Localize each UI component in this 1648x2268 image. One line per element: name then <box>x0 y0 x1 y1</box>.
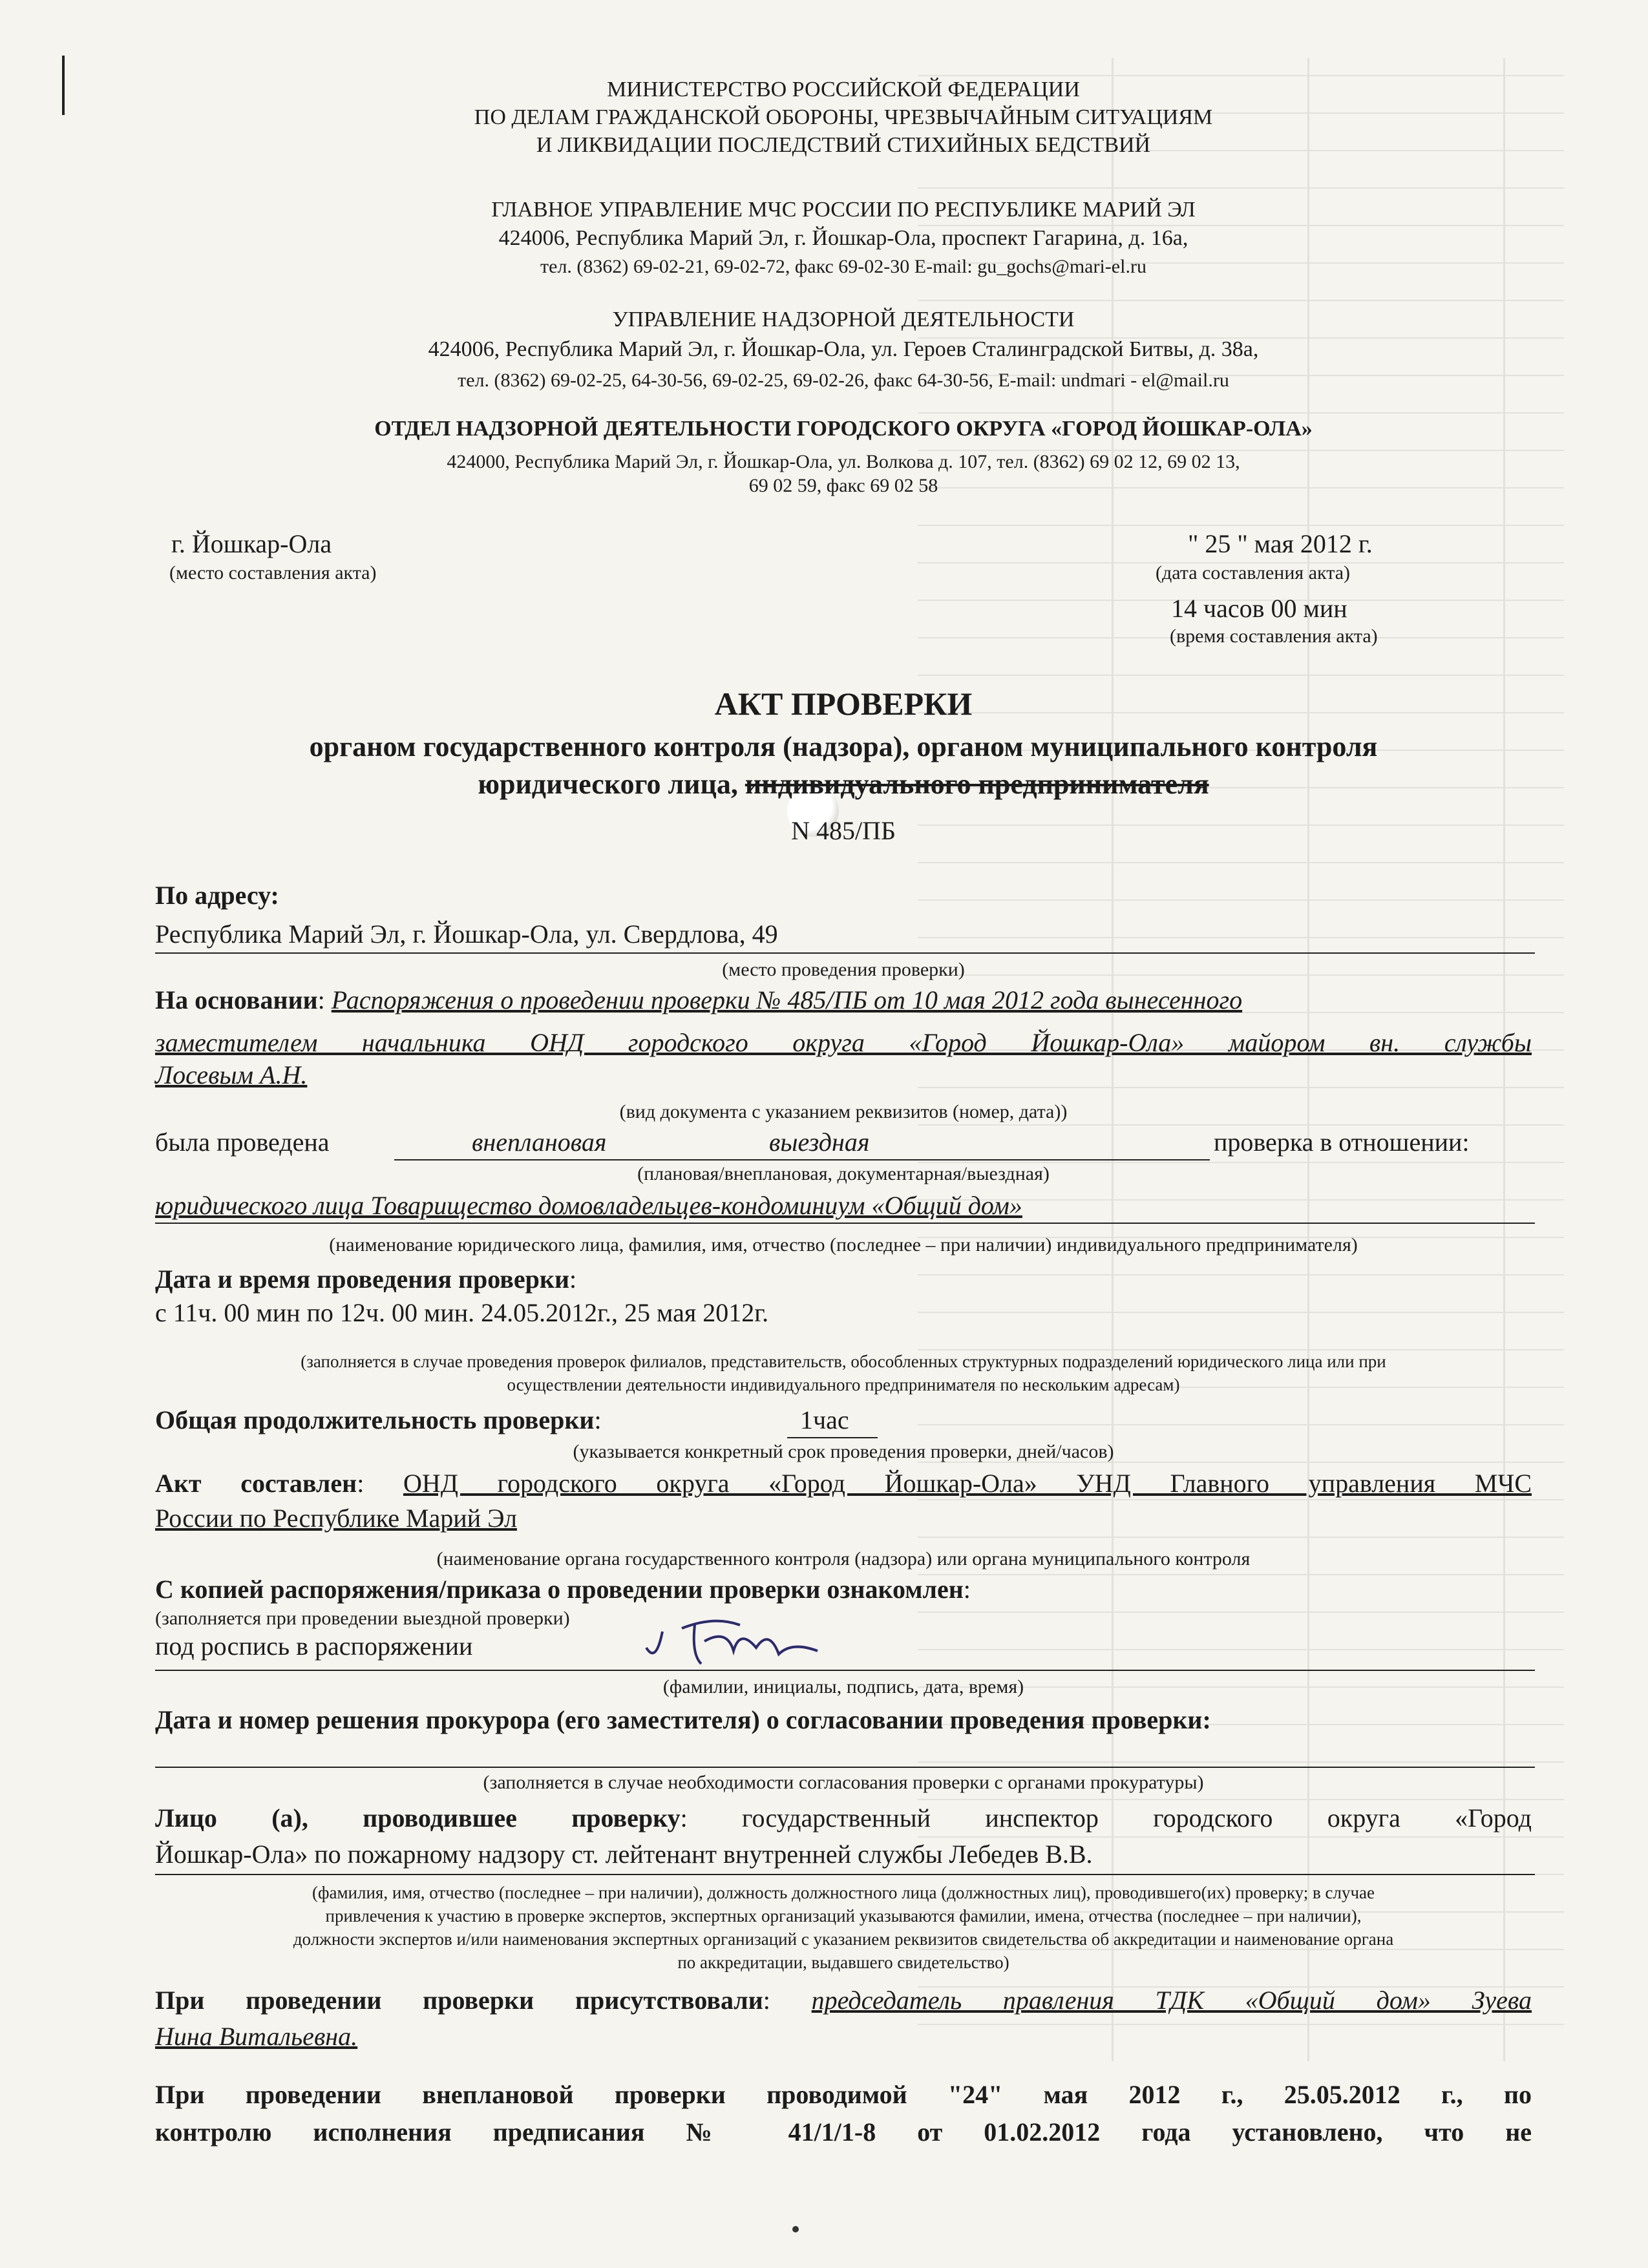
acquainted-value: под роспись в распоряжении <box>155 1632 473 1661</box>
struck-text: индивидуального предпринимателя <box>745 768 1209 800</box>
acquainted-line <box>155 1670 1535 1671</box>
composed-caption: (наименование органа государственного контроля (надзора) или органа муниципального контроля <box>436 1548 1251 1570</box>
address-line <box>155 952 1535 954</box>
datetime-note-2: осуществлении деятельности индивидуального предпринимателя по нескольким адресам) <box>507 1375 1180 1394</box>
act-title: АКТ ПРОВЕРКИ <box>714 686 973 722</box>
time-value: 14 часов 00 мин <box>1171 594 1347 623</box>
inspection-value-1: внеплановая <box>472 1128 607 1157</box>
act-subtitle-2: юридического лица, индивидуального предпринимателя <box>478 768 1209 800</box>
subject-line <box>155 1223 1535 1224</box>
inspector-line <box>155 1874 1535 1875</box>
subject-value: юридического лица Товарищество домовладельцев-кондоминиум «Общий дом» <box>155 1191 1022 1220</box>
inspector-line-2: Йошкар-Ола» по пожарному надзору ст. лейтенант внутренней службы Лебедев В.В. <box>155 1840 1093 1869</box>
signature <box>643 1602 824 1674</box>
city-dept: ОТДЕЛ НАДЗОРНОЙ ДЕЯТЕЛЬНОСТИ ГОРОДСКОГО ОКРУГА «ГОРОД ЙОШКАР-ОЛА» <box>374 417 1313 441</box>
duration-line <box>787 1437 878 1438</box>
inspection-prefix: была проведена <box>155 1128 330 1157</box>
inspection-suffix: проверка в отношении: <box>1214 1128 1470 1157</box>
inspection-caption: (плановая/внеплановая, документарная/выездная) <box>637 1163 1050 1184</box>
edge-mark <box>62 56 65 115</box>
basis-line-3: Лосевым А.Н. <box>155 1060 308 1089</box>
duration-label: Общая продолжительность проверки: <box>155 1405 602 1434</box>
supervision-contacts: тел. (8362) 69-02-25, 64-30-56, 69-02-25, 69-02-26, факс 64-30-56, E-mail: undmari - el@mail.ru <box>458 370 1229 391</box>
composed-line-2: России по Республике Марий Эл <box>155 1504 517 1533</box>
address-label: По адресу: <box>155 881 279 910</box>
inspector-caption-1: (фамилия, имя, отчество (последнее – при наличии), должность должностного лица (должностных лиц), проводившего(их) проверку; в случае <box>312 1883 1375 1902</box>
inspection-value-2: выездная <box>769 1128 870 1157</box>
basis-line-1: На основании: Распоряжения о проведении проверки № 485/ПБ от 10 мая 2012 года вынесенного <box>155 985 1243 1014</box>
main-dept-contacts: тел. (8362) 69-02-21, 69-02-72, факс 69-02-30 E-mail: gu_gochs@mari-el.ru <box>540 256 1146 277</box>
prosecutor-caption: (заполняется в случае необходимости согласования проверки с органами прокуратуры) <box>483 1772 1204 1793</box>
supervision-address: 424006, Республика Марий Эл, г. Йошкар-Ола, ул. Героев Сталинградской Битвы, д. 38а, <box>428 337 1259 361</box>
composed-line-1: Акт составлен: ОНД городского округа «Город Йошкар-Ола» УНД Главного управления МЧС <box>155 1469 1532 1498</box>
acquainted-note: (заполняется при проведении выездной проверки) <box>155 1608 570 1629</box>
inspector-caption-4: по аккредитации, выдавшего свидетельство) <box>677 1953 1009 1972</box>
page-dot <box>792 2226 799 2232</box>
date-caption: (дата составления акта) <box>1156 562 1350 583</box>
address-caption: (место проведения проверки) <box>722 959 965 980</box>
datetime-note-1: (заполняется в случае проведения проверок филиалов, представительств, обособленных структурных подразделений юридического лица или при <box>301 1352 1386 1371</box>
address-value: Республика Марий Эл, г. Йошкар-Ола, ул. Свердлова, 49 <box>155 919 778 949</box>
city-dept-address-2: 69 02 59, факс 69 02 58 <box>748 475 938 496</box>
city-dept-address-1: 424000, Республика Марий Эл, г. Йошкар-Ола, ул. Волкова д. 107, тел. (8362) 69 02 12, 69 02 13, <box>447 451 1240 472</box>
act-subtitle-1: органом государственного контроля (надзора), органом муниципального контроля <box>309 731 1378 762</box>
present-line-2: Нина Витальевна. <box>155 2022 358 2051</box>
acquainted-label: С копией распоряжения/приказа о проведении проверки ознакомлен: <box>155 1575 971 1604</box>
inspection-line <box>394 1159 1210 1160</box>
time-caption: (время составления акта) <box>1170 625 1378 647</box>
duration-value: 1час <box>800 1405 849 1434</box>
conclusion-line-2: контролю исполнения предписания № 41/1/1-8 от 01.02.2012 года установлено, что не <box>155 2117 1532 2147</box>
basis-caption: (вид документа с указанием реквизитов (номер, дата)) <box>619 1101 1068 1122</box>
ministry-line-3: И ЛИКВИДАЦИИ ПОСЛЕДСТВИЙ СТИХИЙНЫХ БЕДСТВИЙ <box>536 133 1151 157</box>
ministry-line-1: МИНИСТЕРСТВО РОССИЙСКОЙ ФЕДЕРАЦИИ <box>607 78 1080 101</box>
datetime-label: Дата и время проведения проверки: <box>155 1265 577 1294</box>
datetime-value: с 11ч. 00 мин по 12ч. 00 мин. 24.05.2012г., 25 мая 2012г. <box>155 1298 769 1327</box>
supervision-dept: УПРАВЛЕНИЕ НАДЗОРНОЙ ДЕЯТЕЛЬНОСТИ <box>612 308 1075 331</box>
date-value: " 25 " мая 2012 г. <box>1188 529 1373 558</box>
inspector-line-1: Лицо (а), проводившее проверку: государственный инспектор городского округа «Город <box>155 1803 1532 1832</box>
duration-caption: (указывается конкретный срок проведения проверки, дней/часов) <box>573 1441 1114 1462</box>
present-line-1: При проведении проверки присутствовали: председатель правления ТДК «Общий дом» Зуева <box>155 1986 1532 2015</box>
place-caption: (место составления акта) <box>169 562 377 583</box>
basis-line-2: заместителем начальника ОНД городского округа «Город Йошкар-Ола» майором вн. службы <box>155 1028 1532 1057</box>
prosecutor-label: Дата и номер решения прокурора (его заместителя) о согласовании проведения проверки: <box>155 1705 1211 1734</box>
place-value: г. Йошкар-Ола <box>171 529 332 558</box>
main-dept: ГЛАВНОЕ УПРАВЛЕНИЕ МЧС РОССИИ ПО РЕСПУБЛИКЕ МАРИЙ ЭЛ <box>491 198 1196 222</box>
acquainted-caption: (фамилии, инициалы, подпись, дата, время) <box>662 1676 1024 1697</box>
ministry-line-2: ПО ДЕЛАМ ГРАЖДАНСКОЙ ОБОРОНЫ, ЧРЕЗВЫЧАЙНЫМ СИТУАЦИЯМ <box>474 105 1213 129</box>
main-dept-address: 424006, Республика Марий Эл, г. Йошкар-Ола, проспект Гагарина, д. 16а, <box>498 226 1188 250</box>
inspector-caption-3: должности экспертов и/или наименования экспертных организаций с указанием реквизитов свидетельства об аккредитации и наименование органа <box>293 1929 1394 1949</box>
conclusion-line-1: При проведении внеплановой проверки проводимой "24" мая 2012 г., 25.05.2012 г., по <box>155 2080 1532 2109</box>
subject-caption: (наименование юридического лица, фамилия, имя, отчество (последнее – при наличии) индивидуального предпринимателя) <box>329 1234 1358 1255</box>
inspector-caption-2: привлечения к участию в проверке экспертов, экспертных организаций указываются фамилии, имена, отчества (последнее – при наличии), <box>325 1906 1362 1926</box>
act-number: N 485/ПБ <box>791 816 896 845</box>
prosecutor-line <box>155 1767 1535 1768</box>
